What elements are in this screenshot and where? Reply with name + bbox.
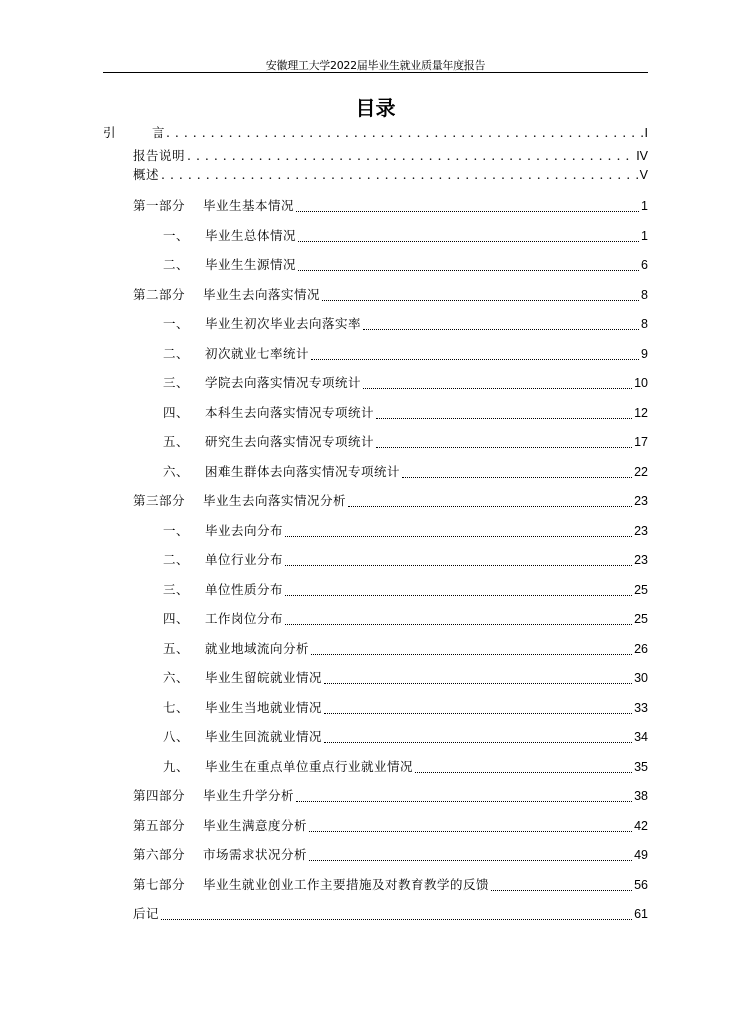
toc-leader	[402, 465, 632, 478]
toc-leader	[363, 376, 632, 389]
toc-entry-page: 56	[634, 878, 648, 892]
toc-entry-page: 33	[634, 701, 648, 715]
toc-entry-label: 单位行业分布	[205, 552, 284, 567]
toc-entry-label: 引 言	[103, 125, 177, 140]
toc-entry-number: 第五部分	[133, 818, 186, 833]
toc-leader	[311, 347, 639, 360]
toc-entry-number: 第二部分	[133, 287, 186, 302]
toc-leader	[296, 789, 632, 802]
toc-leader	[322, 288, 639, 301]
toc-entry-label: 工作岗位分布	[205, 611, 284, 626]
toc-entry-label: 本科生去向落实情况专项统计	[205, 405, 375, 420]
toc-entry-1-1[interactable]	[163, 227, 648, 245]
toc-entry-label: 毕业生基本情况	[203, 198, 295, 213]
toc-entry-page: 25	[634, 583, 648, 597]
toc-entry-1-2[interactable]	[163, 256, 648, 274]
toc-entry-page: 8	[641, 317, 648, 331]
toc-entry-number: 六、	[163, 670, 190, 685]
toc-entry-number: 第三部分	[133, 493, 186, 508]
toc-entry-3-5[interactable]	[163, 640, 648, 658]
toc-entry-part4[interactable]	[133, 787, 648, 805]
toc-entry-number: 四、	[163, 405, 190, 420]
toc-leader	[161, 907, 632, 920]
toc-entry-part2[interactable]	[133, 286, 648, 304]
toc-leader	[187, 147, 634, 165]
toc-leader	[157, 124, 643, 142]
toc-entry-2-3[interactable]	[163, 374, 648, 392]
toc-entry-part6[interactable]	[133, 846, 648, 864]
toc-entry-report-notes[interactable]	[133, 147, 648, 165]
toc-entry-number: 一、	[163, 523, 190, 538]
toc-leader	[285, 553, 632, 566]
toc-entry-page: 8	[641, 288, 648, 302]
toc-entry-label: 概述	[133, 167, 160, 182]
toc-leader	[285, 583, 632, 596]
toc-leader	[324, 701, 632, 714]
toc-entry-number: 九、	[163, 759, 190, 774]
toc-entry-page: 25	[634, 612, 648, 626]
toc-entry-2-5[interactable]	[163, 433, 648, 451]
toc-entry-label: 毕业生总体情况	[205, 228, 297, 243]
toc-entry-page: V	[639, 168, 648, 182]
toc-entry-page: 23	[634, 494, 648, 508]
toc-entry-page: I	[644, 126, 648, 140]
toc-entry-number: 第七部分	[133, 877, 186, 892]
toc-entry-label: 毕业生就业创业工作主要措施及对教育教学的反馈	[203, 877, 490, 892]
toc-entry-number: 二、	[163, 346, 190, 361]
toc-entry-number: 五、	[163, 434, 190, 449]
toc-entry-page: 49	[634, 848, 648, 862]
toc-entry-3-6[interactable]	[163, 669, 648, 687]
toc-entry-page: 61	[634, 907, 648, 921]
toc-entry-label: 市场需求状况分析	[203, 847, 308, 862]
toc-entry-page: 1	[641, 229, 648, 243]
toc-entry-3-4[interactable]	[163, 610, 648, 628]
toc-entry-number: 第四部分	[133, 788, 186, 803]
toc-entry-part1[interactable]	[133, 197, 648, 215]
toc-leader	[348, 494, 632, 507]
toc-leader	[298, 258, 639, 271]
toc-entry-number: 六、	[163, 464, 190, 479]
toc-entry-part5[interactable]	[133, 817, 648, 835]
toc-entry-label: 困难生群体去向落实情况专项统计	[205, 464, 401, 479]
toc-entry-page: 42	[634, 819, 648, 833]
toc-entry-2-1[interactable]	[163, 315, 648, 333]
toc-leader	[363, 317, 639, 330]
toc-entry-2-6[interactable]	[163, 463, 648, 481]
page-title: 目录	[355, 96, 396, 120]
toc-entry-number: 三、	[163, 375, 190, 390]
toc-entry-2-4[interactable]	[163, 404, 648, 422]
toc-entry-page: 35	[634, 760, 648, 774]
toc-entry-number: 第一部分	[133, 198, 186, 213]
toc-entry-label: 研究生去向落实情况专项统计	[205, 434, 375, 449]
toc-entry-label: 毕业生回流就业情况	[205, 729, 323, 744]
toc-entry-2-2[interactable]	[163, 345, 648, 363]
toc-entry-label: 毕业生去向落实情况	[203, 287, 321, 302]
toc-entry-label: 就业地域流向分析	[205, 641, 310, 656]
toc-entry-part7[interactable]	[133, 876, 648, 894]
toc-entry-label: 初次就业七率统计	[205, 346, 310, 361]
toc-leader	[311, 642, 632, 655]
toc-entry-number: 五、	[163, 641, 190, 656]
toc-leader	[296, 199, 639, 212]
toc-entry-label: 毕业生去向落实情况分析	[203, 493, 347, 508]
toc-entry-number: 二、	[163, 257, 190, 272]
toc-entry-postscript[interactable]	[133, 905, 648, 923]
toc-entry-number: 二、	[163, 552, 190, 567]
toc-entry-label: 毕业生留皖就业情况	[205, 670, 323, 685]
toc-entry-page: 9	[641, 347, 648, 361]
toc-entry-overview[interactable]	[133, 166, 648, 184]
toc-entry-number: 第六部分	[133, 847, 186, 862]
toc-entry-label: 毕业生升学分析	[203, 788, 295, 803]
toc-entry-number: 四、	[163, 611, 190, 626]
toc-entry-number: 八、	[163, 729, 190, 744]
toc-leader	[491, 878, 632, 891]
toc-entry-number: 七、	[163, 700, 190, 715]
toc-entry-label: 报告说明	[133, 148, 186, 163]
running-header: 安徽理工大学2022届毕业生就业质量年度报告	[265, 59, 486, 72]
toc-entry-3-9[interactable]	[163, 758, 648, 776]
toc-entry-page: 34	[634, 730, 648, 744]
toc-leader	[324, 730, 632, 743]
toc-entry-3-1[interactable]	[163, 522, 648, 540]
toc-entry-label: 后记	[133, 906, 160, 921]
toc-entry-page: 12	[634, 406, 648, 420]
toc-entry-page: 26	[634, 642, 648, 656]
toc-entry-page: 6	[641, 258, 648, 272]
header-rule	[103, 72, 648, 73]
toc-leader	[285, 524, 632, 537]
toc-leader	[161, 166, 638, 184]
toc-entry-number: 一、	[163, 228, 190, 243]
toc-entry-page: 10	[634, 376, 648, 390]
toc-leader	[376, 406, 632, 419]
toc-entry-label: 学院去向落实情况专项统计	[205, 375, 362, 390]
toc-leader	[376, 435, 632, 448]
toc-entry-page: 38	[634, 789, 648, 803]
toc-entry-part3[interactable]	[133, 492, 648, 510]
toc-entry-3-2[interactable]	[163, 551, 648, 569]
toc-entry-label: 单位性质分布	[205, 582, 284, 597]
toc-entry-3-7[interactable]	[163, 699, 648, 717]
toc-entry-3-8[interactable]	[163, 728, 648, 746]
toc-entry-number: 三、	[163, 582, 190, 597]
toc-entry-page: 23	[634, 553, 648, 567]
toc-entry-page: 23	[634, 524, 648, 538]
toc-leader	[309, 819, 632, 832]
toc-entry-preface[interactable]	[103, 124, 648, 142]
toc-entry-label: 毕业去向分布	[205, 523, 284, 538]
toc-entry-label: 毕业生满意度分析	[203, 818, 308, 833]
toc-entry-label: 毕业生初次毕业去向落实率	[205, 316, 362, 331]
toc-entry-page: IV	[636, 149, 648, 163]
toc-leader	[415, 760, 632, 773]
toc-leader	[298, 229, 639, 242]
toc-entry-label: 毕业生在重点单位重点行业就业情况	[205, 759, 414, 774]
toc-entry-page: 17	[634, 435, 648, 449]
toc-leader	[309, 848, 632, 861]
toc-entry-page: 30	[634, 671, 648, 685]
toc-entry-page: 22	[634, 465, 648, 479]
toc-entry-label: 毕业生当地就业情况	[205, 700, 323, 715]
toc-entry-3-3[interactable]	[163, 581, 648, 599]
toc-leader	[285, 612, 632, 625]
toc-leader	[324, 671, 632, 684]
toc-entry-label: 毕业生生源情况	[205, 257, 297, 272]
toc-entry-page: 1	[641, 199, 648, 213]
toc-entry-number: 一、	[163, 316, 190, 331]
